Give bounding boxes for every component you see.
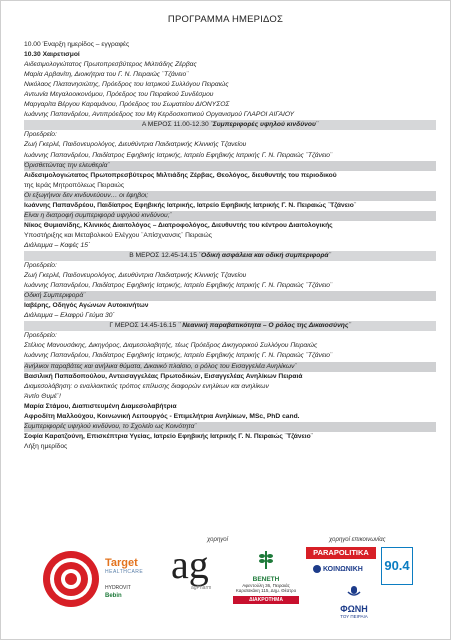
agpharm-logo [171, 542, 223, 607]
talk-title: Οι εξωγήινοι δεν κινδυνεύουν… οι έφηβοι; [24, 191, 436, 201]
target-brand: Target [105, 557, 138, 569]
veneti-address-2: Καραϊσκάκη 115, Δημ. Θέατρο [235, 588, 297, 593]
program-line: Προεδρείο: [24, 262, 57, 270]
program-line: Μαρία Στάμου, Διαπιστευμένη Διαμεσολαβήτρια [24, 402, 177, 410]
target-sub: HEALTHCARE [105, 569, 144, 575]
media-sponsors-label: χορηγοί επικοινωνίας [329, 537, 386, 543]
ag-mark: ag [171, 542, 209, 587]
wheat-icon [255, 549, 277, 571]
program-line: Αιδεσιμολογιώτατος Πρωτοπρεσβύτερος Μιλτιάδης Ζέρβας, Θεολόγος, διευθυντής του περιοδικού [24, 171, 337, 179]
veneti-logo [233, 549, 299, 613]
target-logo [105, 557, 165, 615]
program-rows [24, 40, 436, 452]
microphone-icon [342, 585, 366, 599]
radio-904-logo: 90.4 [381, 547, 413, 585]
program-line: Διαμεσολάβηση: ο εναλλακτικός τρόπος επίλυσης διαφορών ενηλίκων και ανηλίκων [24, 382, 269, 390]
sponsors-label: χορηγοί [207, 537, 228, 543]
program-line: Βασιλική Παπαδοπούλου, Αντεισαγγελέας Πρωτοδικών, Εισαγγελέας Ανηλίκων Πειραιά [24, 372, 303, 380]
sponsors-section [1, 535, 451, 640]
page-title: ΠΡΟΓΡΑΜΜΑ ΗΜΕΡΙΔΟΣ [167, 14, 284, 25]
section-header [24, 321, 436, 331]
olympiacos-logo [41, 549, 101, 609]
section-time: Β ΜΕΡΟΣ 12.45-14.15 [129, 251, 199, 259]
ag-sub: agPharm [191, 585, 212, 591]
veneti-address-1: Αφεντούλη 36, Πειραιάς [242, 583, 290, 588]
program-line: Ιωάννης Παπανδρέου, Αντιπρόεδρος του Μη Κερδοσκοπικού Οργανισμού ΓΛΑΡΟΙ ΑΙΓΑΙΟΥ [24, 111, 295, 119]
program-line: Μαργαρίτα Βέργου Καραμάνου, Πρόεδρος του Σωματείου ΔΙΟΝΥΣΟΣ [24, 101, 230, 109]
talk-title: Όρισθετώντας την ελευθερία¨ [24, 161, 436, 171]
foni-text: ΦΩΝΗ [340, 604, 368, 614]
program-line: Διάλειμμα – Καφές 15΄ [24, 241, 91, 249]
program-line: Νικόλαος Πλατανησιώτης, Πρόεδρος του Ιατρικού Συλλόγου Πειραιώς [24, 81, 229, 89]
program-line: Αιδεσιμολογιώτατος Πρωτοπρεσβύτερος Μιλτιάδης Ζέρβας [24, 61, 197, 69]
talk-title: Ανήλικοι παραβάτες και ανήλικα θύματα, Δικαιικό πλαίσιο, ο ρόλος του Εισαγγελέα Ανηλίκων¨ [24, 362, 436, 372]
section-header [24, 251, 436, 261]
section-time: Α ΜΕΡΟΣ 11.00-12.30 [141, 121, 211, 129]
program-line: Προεδρείο: [24, 131, 57, 139]
veneti-name: ΒΕΝΕΤΗ [252, 576, 280, 583]
hydrovit-logo: HYDROVIT [105, 585, 131, 591]
program-line: Ιωάννης Παπανδρέου, Παιδίατρος Εφηβικής Ιατρικής, Ιατρείο Εφηβικής Ιατρικής Γ. Ν. Πειραιώς ¨Τζάνειο¨ [24, 201, 357, 209]
koinonikh-logo [313, 565, 373, 577]
program-line: Μαρία Αρβανίτη, Διοικήτρια του Γ. Ν. Πειραιώς ¨Τζάνειο¨ [24, 71, 189, 79]
section-title: ¨Συμπεριφορές υψηλού κινδύνου¨ [210, 121, 319, 129]
program-line: Άντίο Θυμέ¨! [24, 392, 61, 400]
koinonikh-icon [313, 565, 321, 573]
program-line: Διάλειμμα – Ελαφρύ Γεύμα 30΄ [24, 312, 115, 320]
program-line: Ζωή Γκερλέ, Παιδονευρολόγος, Διευθύντρια Παιδιατρικής Κλινικής Τζανείου [24, 141, 247, 149]
program-line: Ιωάννης Παπανδρέου, Παιδίατρος Εφηβικής Ιατρικής, Ιατρείο Εφηβικής Ιατρικής Γ. Ν. Πειραιώς ¨Τζάνειο¨ [24, 151, 333, 159]
talk-title: Οδική Συμπεριφορά¨ [24, 291, 436, 301]
section-title: ¨ Νεανική παραβατικότητα – Ο ρόλος της Δικαιοσύνης¨ [178, 322, 351, 330]
program-line: Ιωάννης Παπανδρέου, Παιδίατρος Εφηβικής Ιατρικής, Ιατρείο Εφηβικής Ιατρικής Γ. Ν. Πειραιώς ¨Τζάνειο¨ [24, 282, 333, 290]
section-header [24, 120, 436, 130]
talk-title: Είναι η διατροφή συμπεριφορά υψηλού κινδύνου;¨ [24, 211, 436, 221]
program-line: 10.30 Χαιρετισμοί [24, 51, 80, 59]
program-line: 10.00 Έναρξη ημερίδος – εγγραφές [24, 41, 130, 48]
foni-logo [319, 585, 389, 619]
program-line: της Ιεράς Μητροπόλεως Πειραιώς [24, 181, 125, 189]
section-time: Γ ΜΕΡΟΣ 14.45-16.15 [109, 322, 179, 330]
program-line: Στέλιος Μανουσάκης, Δικηγόρος, Διαμεσολαβητής, τέως Πρόεδρος Δικηγορικού Συλλόγου Πειραιώς [24, 342, 318, 350]
program-line: Λήξη ημερίδος [24, 442, 68, 450]
talk-title: Συμπεριφορές υψηλού κινδύνου, το Σχολείο ως Κοινότητα¨ [24, 422, 436, 432]
koinonikh-text: ΚΟΙΝΩΝΙΚΗ [322, 565, 363, 573]
program-line: Ζωή Γκερλέ, Παιδονευρολόγος, Διευθύντρια Παιδιατρικής Κλινικής Τζανείου [24, 272, 247, 280]
program-line: Νίκος Θυμιανίδης, Κλινικός Διαιτολόγος – Διατροφολόγος, Διευθυντής του κέντρου Διαιτολογικής [24, 221, 333, 229]
section-title: ¨Οδική ασφάλεια και οδική συμπεριφορά¨ [198, 251, 331, 259]
program-line: Αφροδίτη Μαλλούχου, Κοινωνική Λειτουργός - Επιμελήτρια Ανηλίκων, MSc, PhD cand. [24, 412, 300, 420]
program-line: Ιωάννης Παπανδρέου, Παιδίατρος Εφηβικής Ιατρικής, Ιατρείο Εφηβικής Ιατρικής Γ. Ν. Πειραιώς ¨Τζάνειο¨ [24, 352, 333, 360]
program-line: Σοφία Καρατζούνη, Επισκέπτρια Υγείας, Ιατρείο Εφηβικής Ιατρικής Γ. Ν. Πειραιώς ¨Τζάνειο¨ [24, 432, 313, 440]
parapolitika-logo: PARAPOLITIKA [306, 547, 376, 559]
foni-sub: ΤΟΥ ΠΕΙΡΑΙΑ [340, 614, 368, 619]
diakrotima-bar: ΔΙΑΚΡΟΤΗΜΑ [233, 596, 299, 604]
program-line: Ιαβέρης, Οδηγός Αγώνων Αυτοκινήτων [24, 302, 149, 310]
bebin-logo: Bebin [105, 593, 122, 599]
program-line: Προεδρείο: [24, 332, 57, 340]
program-line: Υποστήριξης και Μεταβολικού Ελέγχου ¨Απίσχνανσις¨ Πειραιώς [24, 231, 212, 239]
program-line: Αντωνία Μεγαλοοικονόμου, Πρόεδρος του Πειραϊκού Συνδέσμου [24, 91, 214, 99]
